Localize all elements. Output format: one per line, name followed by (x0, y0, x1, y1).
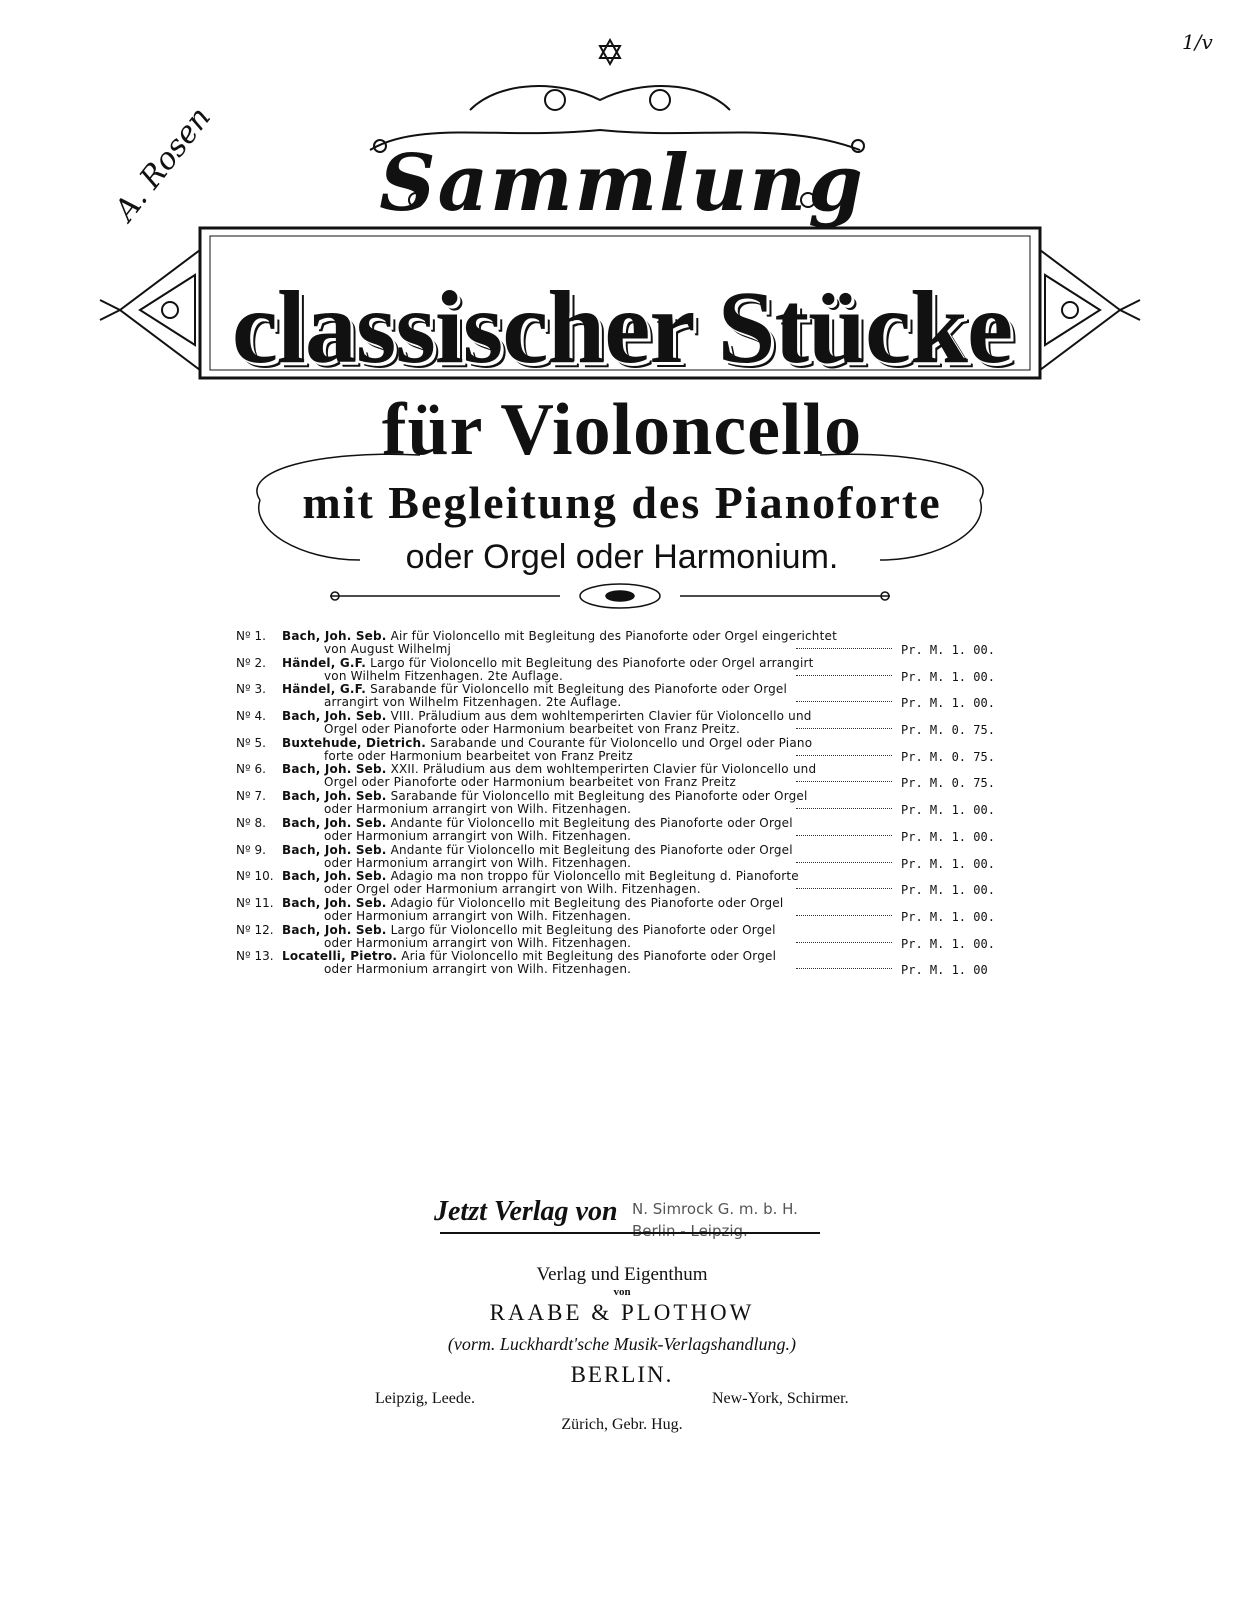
entry-title: Andante für Violoncello mit Begleitung des Pianoforte oder Orgel (390, 842, 793, 857)
leader-dots (796, 701, 892, 702)
entry-title: Largo für Violoncello mit Begleitung des Pianoforte oder Orgel arrangirt (370, 655, 814, 670)
entry-arranger: arrangirt von Wilhelm Fitzenhagen. 2te Auflage. (324, 695, 622, 710)
entry-title: Adagio ma non troppo für Violoncello mit Begleitung d. Pianoforte (390, 869, 799, 884)
leader-dots (796, 888, 892, 889)
title-sammlung: Sammlung (379, 138, 865, 229)
entry-composer: Bach, Joh. Seb. (282, 869, 387, 884)
entry-description (282, 657, 894, 683)
entry-price: Pr. M. 1. 00. (901, 909, 995, 924)
list-item (236, 924, 1006, 951)
list-item (236, 657, 1006, 684)
entry-composer: Bach, Joh. Seb. (282, 922, 387, 937)
list-item (236, 790, 1006, 817)
corner-mark: 1/v (1182, 30, 1213, 54)
new-publisher-place: Berlin - Leipzig. (632, 1222, 748, 1240)
entry-arranger: Orgel oder Pianoforte oder Harmonium bearbeitet von Franz Preitz (324, 775, 737, 790)
entry-number: Nº 4. (236, 709, 266, 724)
entry-composer: Händel, G.F. (282, 655, 367, 670)
entry-composer: Locatelli, Pietro. (282, 949, 398, 964)
entry-number: Nº 11. (236, 895, 274, 910)
entry-price: Pr. M. 1. 00. (901, 883, 995, 898)
entry-composer: Bach, Joh. Seb. (282, 762, 387, 777)
list-item (236, 737, 1006, 764)
imprint-verlag: Verlag und Eigenthum (536, 1264, 708, 1285)
entry-number: Nº 5. (236, 735, 266, 750)
list-item (236, 950, 1006, 977)
new-publisher-name: N. Simrock G. m. b. H. (632, 1200, 798, 1218)
entry-price: Pr. M. 1. 00. (901, 643, 995, 657)
entry-price: Pr. M. 1. 00. (901, 856, 995, 871)
leader-dots (796, 968, 892, 969)
list-item (236, 710, 1006, 737)
entry-arranger: oder Harmonium arrangirt von Wilh. Fitzenhagen. (324, 855, 632, 870)
leader-dots (796, 648, 892, 649)
imprint-newyork: New-York, Schirmer. (712, 1390, 849, 1407)
entry-title: Andante für Violoncello mit Begleitung des Pianoforte oder Orgel (390, 815, 793, 830)
new-publisher-stamp (632, 1198, 798, 1242)
entry-number: Nº 7. (236, 789, 266, 804)
entry-description (282, 950, 894, 976)
entry-price: Pr. M. 0. 75. (901, 776, 995, 791)
entry-number: Nº 1. (236, 629, 266, 643)
entry-number: Nº 10. (236, 869, 274, 884)
title-fuer-violoncello: für Violoncello (381, 389, 863, 471)
entry-description (282, 683, 894, 709)
entry-arranger: Orgel oder Pianoforte oder Harmonium bearbeitet von Franz Preitz. (324, 722, 741, 737)
leader-dots (796, 675, 892, 676)
entry-description (282, 737, 894, 763)
list-item (236, 870, 1006, 897)
entry-price: Pr. M. 1. 00. (901, 696, 995, 711)
entry-arranger: von Wilhelm Fitzenhagen. 2te Auflage. (324, 668, 563, 683)
entry-number: Nº 12. (236, 922, 274, 937)
entry-title: Air für Violoncello mit Begleitung des Pianoforte oder Orgel eingerichtet (390, 629, 837, 643)
entry-price: Pr. M. 0. 75. (901, 749, 995, 764)
leader-dots (796, 835, 892, 836)
entry-composer: Bach, Joh. Seb. (282, 815, 387, 830)
entry-arranger: von August Wilhelmj (324, 642, 452, 656)
entry-arranger: forte oder Harmonium bearbeitet von Franz Preitz (324, 748, 633, 763)
leader-dots (796, 915, 892, 916)
list-item (236, 844, 1006, 871)
entry-description (282, 763, 894, 789)
imprint-leipzig: Leipzig, Leede. (375, 1390, 475, 1407)
list-item (236, 683, 1006, 710)
entry-composer: Händel, G.F. (282, 682, 367, 697)
entry-title: Largo für Violoncello mit Begleitung des Pianoforte oder Orgel (390, 922, 776, 937)
imprint-city: BERLIN. (570, 1362, 674, 1387)
entry-title: Aria für Violoncello mit Begleitung des Pianoforte oder Orgel (401, 949, 777, 964)
entry-composer: Bach, Joh. Seb. (282, 789, 387, 804)
leader-dots (796, 755, 892, 756)
entry-description (282, 870, 894, 896)
leader-dots (796, 862, 892, 863)
entry-price: Pr. M. 1. 00. (901, 803, 995, 818)
stamp-underline (440, 1232, 820, 1234)
entry-description (282, 817, 894, 843)
entry-arranger: oder Orgel oder Harmonium arrangirt von Wilh. Fitzenhagen. (324, 882, 701, 897)
entry-arranger: oder Harmonium arrangirt von Wilh. Fitzenhagen. (324, 828, 632, 843)
entry-number: Nº 8. (236, 815, 266, 830)
leader-dots (796, 728, 892, 729)
imprint-von: von (613, 1286, 631, 1298)
entry-title: XXII. Präludium aus dem wohltemperirten Clavier für Violoncello und (390, 762, 817, 777)
entry-description (282, 630, 894, 656)
entry-price: Pr. M. 1. 00 (901, 963, 988, 978)
imprint-former-name: (vorm. Luckhardt'sche Musik-Verlagshandlung.) (447, 1334, 797, 1354)
entry-title: Adagio für Violoncello mit Begleitung des Pianoforte oder Orgel (390, 895, 784, 910)
entry-composer: Bach, Joh. Seb. (282, 842, 387, 857)
handwritten-signature: A. Rosen (108, 100, 218, 228)
title-oder-orgel: oder Orgel oder Harmonium. (405, 538, 839, 576)
leader-dots (796, 942, 892, 943)
entry-number: Nº 2. (236, 655, 266, 670)
entry-description (282, 790, 894, 816)
entry-description (282, 710, 894, 736)
entry-price: Pr. M. 0. 75. (901, 723, 995, 738)
entry-title: Sarabande und Courante für Violoncello und Orgel oder Piano (430, 735, 813, 750)
list-item (236, 897, 1006, 924)
jetzt-verlag-label: Jetzt Verlag von (434, 1196, 618, 1227)
title-mit-begleitung: mit Begleitung des Pianoforte (302, 477, 942, 528)
entry-composer: Bach, Joh. Seb. (282, 709, 387, 724)
catalogue-list (236, 630, 1006, 977)
entry-title: Sarabande für Violoncello mit Begleitung des Pianoforte oder Orgel (370, 682, 788, 697)
divider-ornament (330, 584, 890, 608)
entry-arranger: oder Harmonium arrangirt von Wilh. Fitzenhagen. (324, 962, 632, 977)
entry-title: VIII. Präludium aus dem wohltemperirten Clavier für Violoncello und (390, 709, 812, 724)
entry-price: Pr. M. 1. 00. (901, 829, 995, 844)
entry-composer: Bach, Joh. Seb. (282, 629, 387, 643)
entry-arranger: oder Harmonium arrangirt von Wilh. Fitzenhagen. (324, 935, 632, 950)
entry-composer: Bach, Joh. Seb. (282, 895, 387, 910)
entry-price: Pr. M. 1. 00. (901, 669, 995, 684)
list-item (236, 817, 1006, 844)
list-item (236, 763, 1006, 790)
entry-description (282, 924, 894, 950)
imprint-zuerich: Zürich, Gebr. Hug. (561, 1416, 683, 1433)
title-classischer-stuecke: classischer Stücke (231, 270, 1013, 385)
entry-number: Nº 13. (236, 949, 274, 964)
entry-arranger: oder Harmonium arrangirt von Wilh. Fitzenhagen. (324, 802, 632, 817)
entry-arranger: oder Harmonium arrangirt von Wilh. Fitzenhagen. (324, 908, 632, 923)
star-icon (600, 40, 620, 64)
entry-description (282, 844, 894, 870)
imprint-firm: RAABE & PLOTHOW (489, 1300, 755, 1325)
entry-price: Pr. M. 1. 00. (901, 936, 995, 951)
entry-number: Nº 9. (236, 842, 266, 857)
entry-number: Nº 3. (236, 682, 266, 697)
entry-composer: Buxtehude, Dietrich. (282, 735, 427, 750)
entry-number: Nº 6. (236, 762, 266, 777)
list-item (236, 630, 1006, 657)
leader-dots (796, 808, 892, 809)
entry-description (282, 897, 894, 923)
leader-dots (796, 781, 892, 782)
entry-title: Sarabande für Violoncello mit Begleitung des Pianoforte oder Orgel (390, 789, 808, 804)
